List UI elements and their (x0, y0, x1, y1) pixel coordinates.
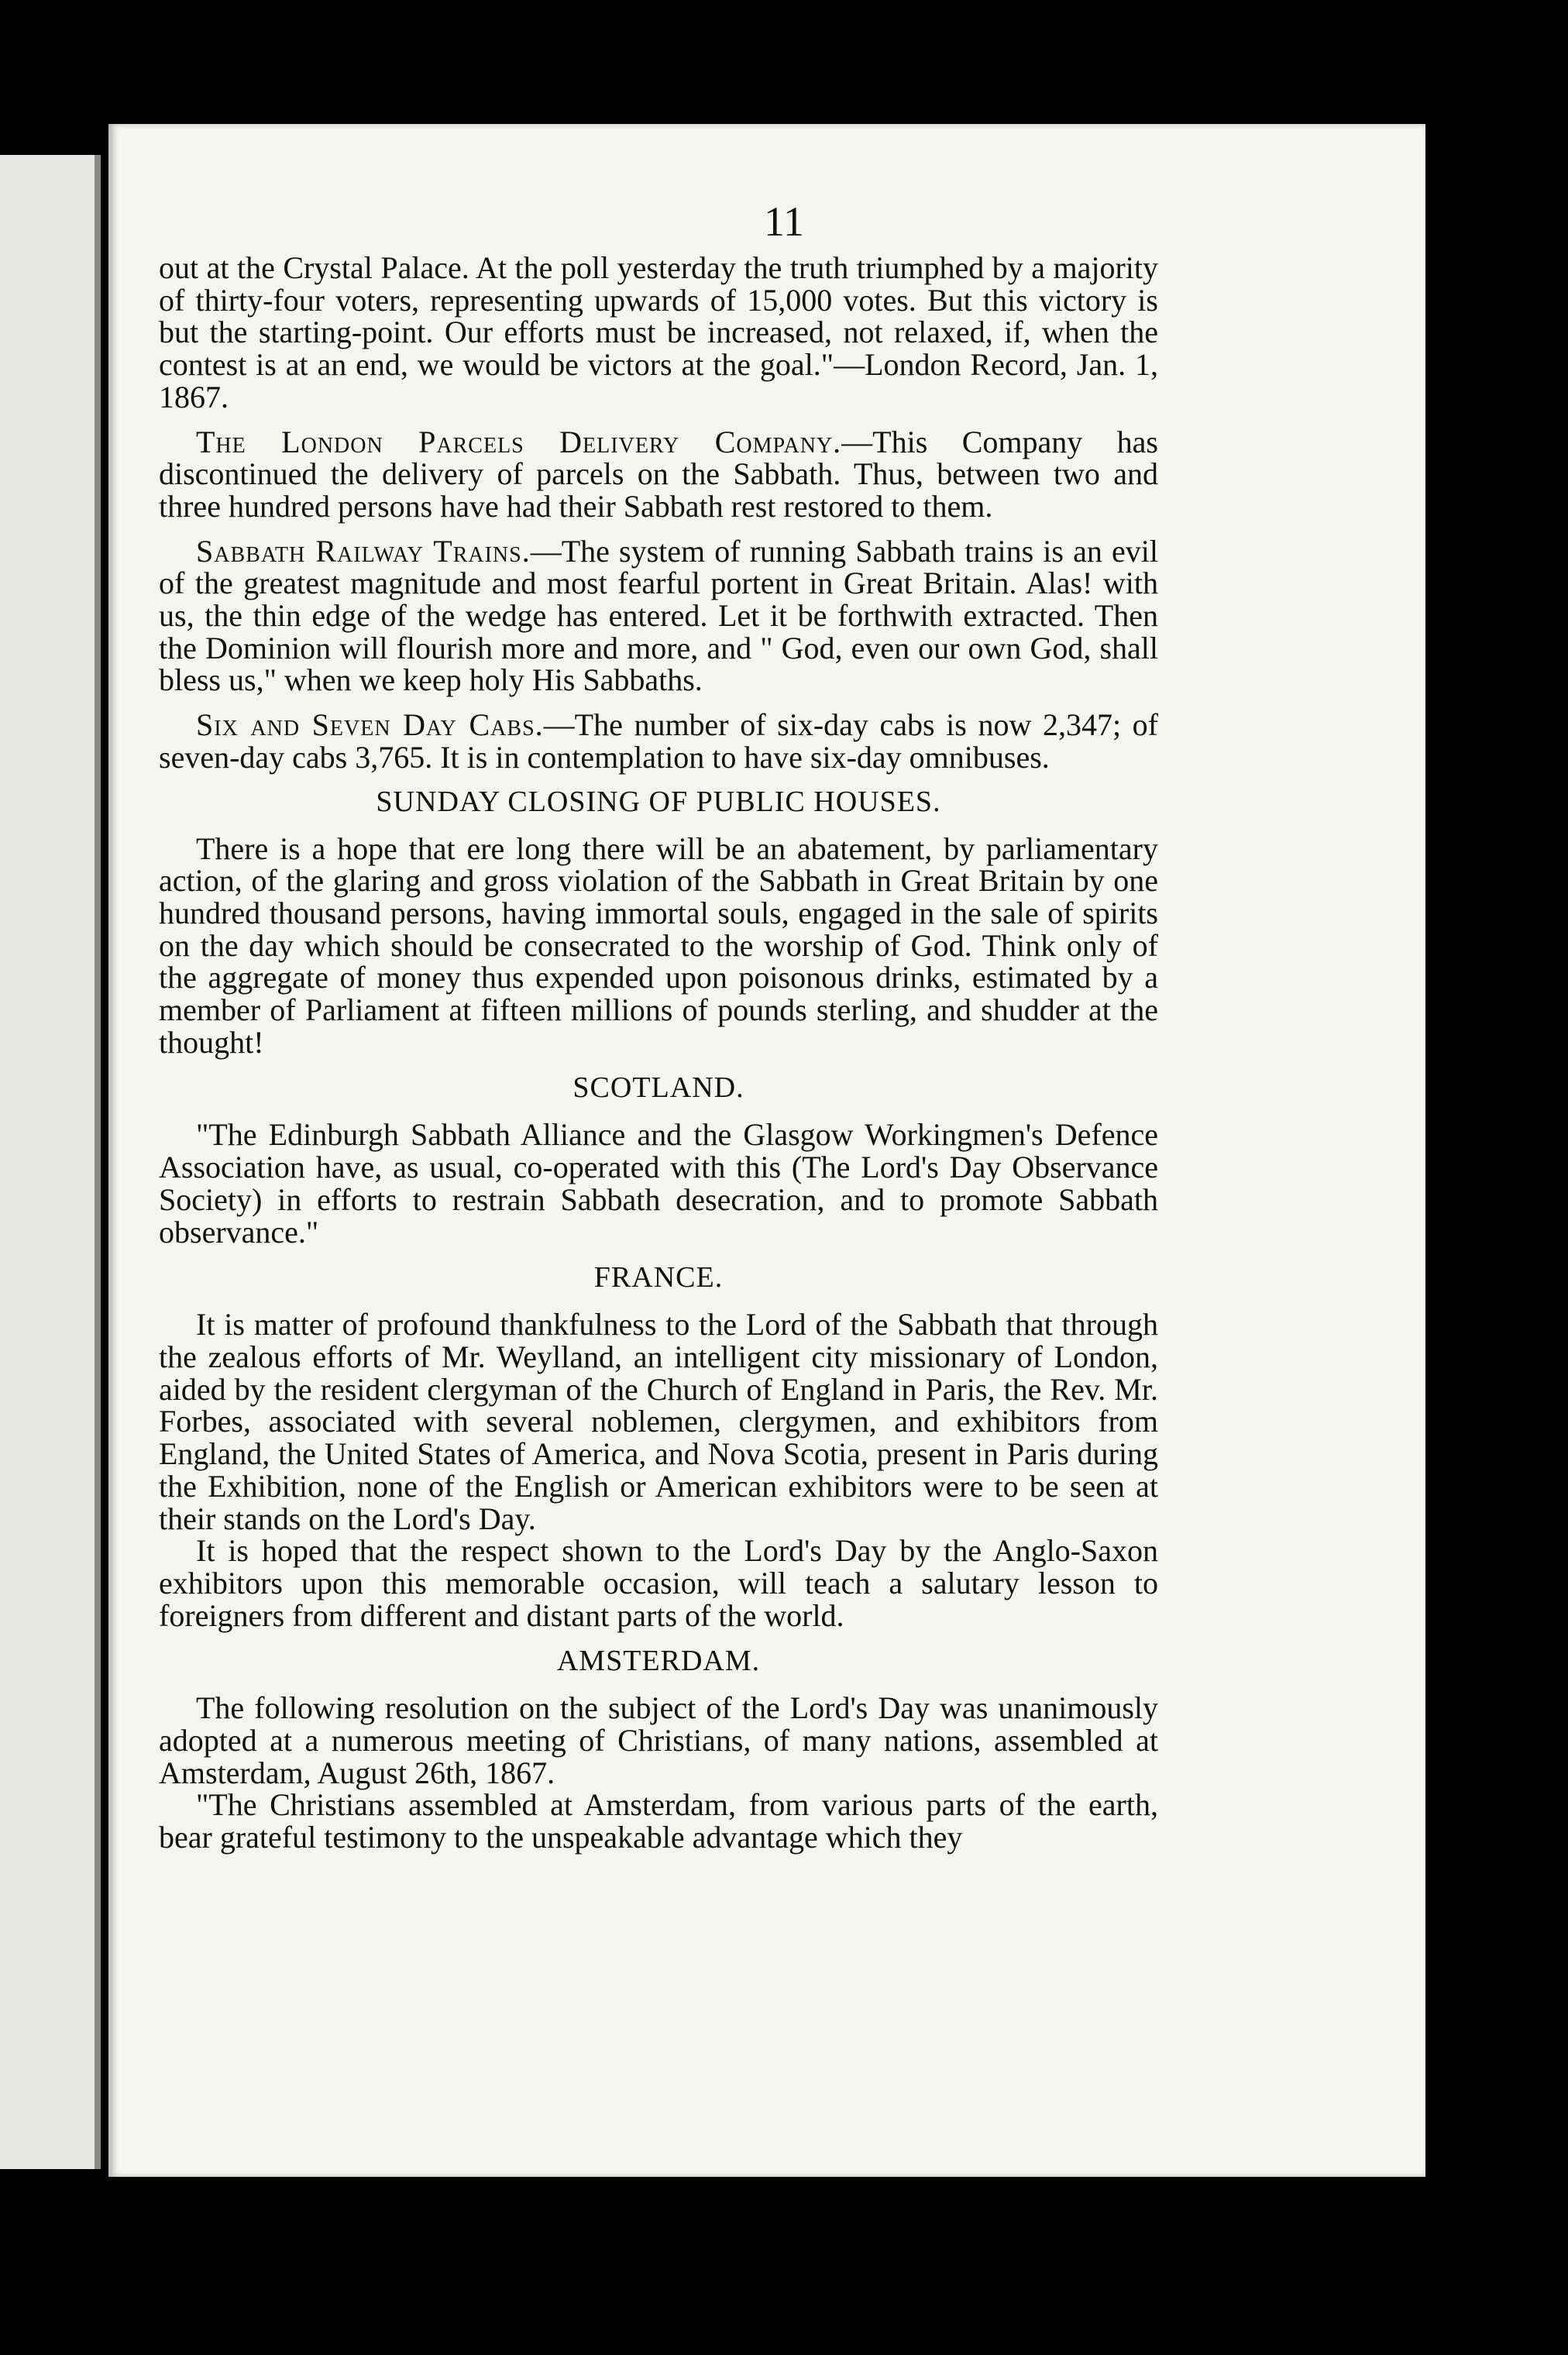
paragraph-sunday-closing: There is a hope that ere long there will be an abatement, by parliamentary action, of the glaring and gross violation of the Sabbath in Great Britain by one hundred thousand persons, having immortal souls, engaged in the sale of spirits on the day which should be consecrated to the worship of God. Think only of the aggregate of money thus expended upon poisonous drinks, estimated by a member of Parliament at fifteen millions of pounds sterling, and shudder at the thought! (159, 830, 1158, 1060)
section-heading-france: FRANCE. (593, 1261, 724, 1294)
paragraph-parcels (159, 426, 1158, 523)
paragraph-france-1: It is matter of profound thankfulness to the Lord of the Sabbath that through the zealous efforts of Mr. Weylland, an intelligent city missionary of London, aided by the resident clergyman of the Church of England in Paris, the Rev. Mr. Forbes, associated with several noblemen, clergymen, and exhibitors from England, the United States of America, and Nova Scotia, present in Paris during the Exhibition, none of the English or American exhibitors were to be seen at their stands on the Lord's Day. (159, 1307, 1158, 1536)
paragraph-crystal-palace: out at the Crystal Palace. At the poll yesterday the truth triumphed by a majority of thirty-four voters, representing upwards of 15,000 votes. But this victory is but the starting-point. Our efforts must be increased, not relaxed, if, when the contest is at an end, we would be victors at the goal."—London Record, Jan. 1, 1867. (159, 250, 1158, 414)
run-in-heading-parcels: The London Parcels Delivery Company. (196, 424, 842, 459)
section-heading-sunday-closing: SUNDAY CLOSING OF PUBLIC HOUSES. (376, 785, 941, 818)
run-in-heading-cabs: Six and Seven Day Cabs. (196, 707, 544, 743)
paragraph-amsterdam-1: The following resolution on the subject of the Lord's Day was unanimously adopted at a numerous meeting of Christians, of many nations, assembled at Amsterdam, August 26th, 1867. (159, 1690, 1158, 1790)
run-in-heading-railway: Sabbath Railway Trains. (196, 533, 531, 569)
page-number: 11 (764, 198, 804, 245)
paragraph-parcels-text: —This Company has discontinued the delivery of parcels on the Sabbath. Thus, between two and three hundred persons have had their Sabbath rest restored to them. (159, 424, 1158, 524)
paragraph-cabs-text: —The number of six-day cabs is now 2,347; of seven-day cabs 3,765. It is in contemplation to have six-day omnibuses. (159, 707, 1158, 775)
section-heading-amsterdam: AMSTERDAM. (556, 1645, 761, 1678)
paragraph-railway (159, 535, 1158, 697)
paragraph-scotland: "The Edinburgh Sabbath Alliance and the Glasgow Workingmen's Defence Association have, as usual, co-operated with this (The Lord's Day Observance Society) in efforts to restrain Sabbath desecration, and to promote Sabbath observance." (159, 1117, 1158, 1250)
paragraph-france-2: It is hoped that the respect shown to the Lord's Day by the Anglo-Saxon exhibitors upon this memorable occasion, will teach a salutary lesson to foreigners from different and distant parts of the world. (159, 1533, 1158, 1633)
section-heading-scotland: SCOTLAND. (573, 1071, 744, 1105)
paragraph-cabs (159, 709, 1158, 773)
paragraph-amsterdam-2: "The Christians assembled at Amsterdam, from various parts of the earth, bear grateful testimony to the unspeakable advantage which they (159, 1787, 1158, 1855)
left-page-edge (0, 155, 101, 2169)
paragraph-railway-text: —The system of running Sabbath trains is an evil of the greatest magnitude and most fearful portent in Great Britain. Alas! with us, the thin edge of the wedge has entered. Let it be forthwith extracted. Then the Dominion will flourish more and more, and " God, even our own God, shall bless us," when we keep holy His Sabbaths. (159, 533, 1158, 698)
page-body (159, 252, 1158, 1866)
